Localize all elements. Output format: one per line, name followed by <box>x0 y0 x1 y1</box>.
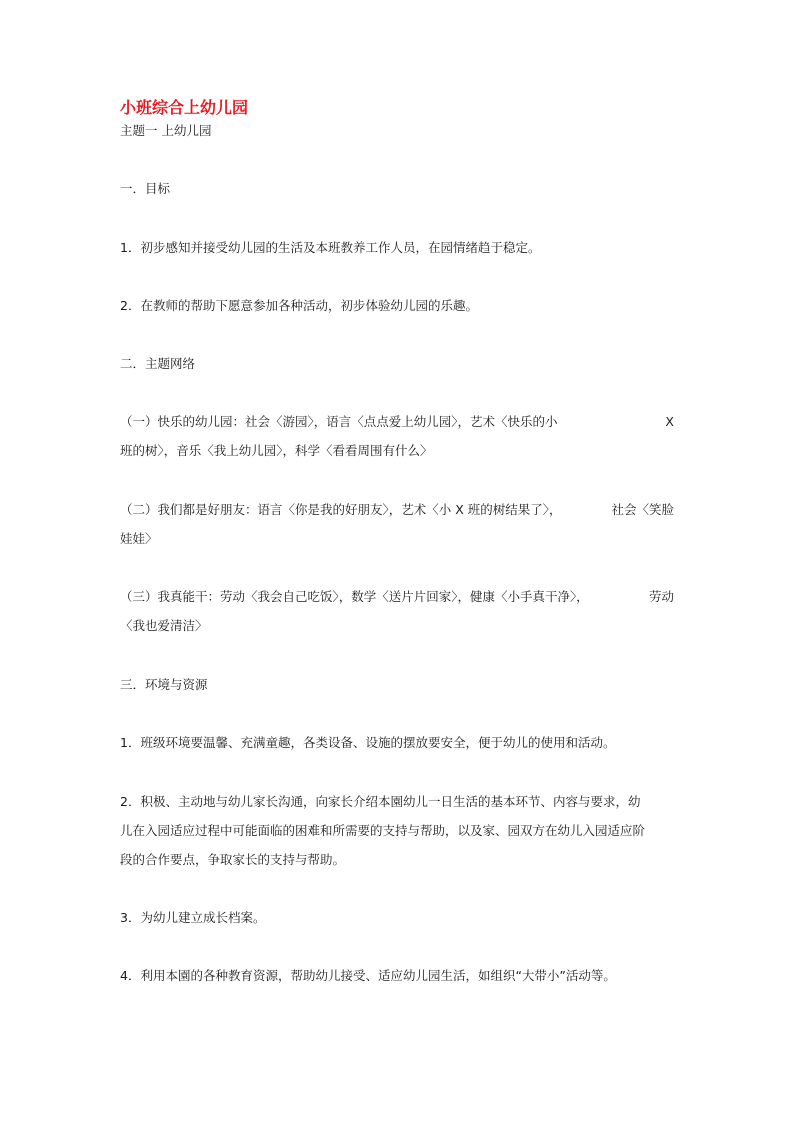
environment-item-1: 1．班级环境要温馨、充满童趣，各类设备、设施的摆放要安全，便于幼儿的使用和活动。 <box>120 735 616 750</box>
network-block-1-tail: X <box>665 414 674 429</box>
network-block-3-line-2: 〈我也爱清洁〉 <box>120 618 208 633</box>
environment-item-3: 3．为幼儿建立成长档案。 <box>120 910 266 925</box>
network-block-3-tail: 劳动 <box>648 589 674 604</box>
environment-item-4: 4．利用本園的各种教育资源，帮助幼儿接受、适应幼儿园生活，如组织“大带小”活动等。 <box>120 968 616 983</box>
environment-item-2-line-3: 段的合作要点，争取家长的支持与帮助。 <box>120 852 346 867</box>
network-block-2-line-1 <box>120 502 674 518</box>
network-block-1-line-1 <box>120 414 674 430</box>
section-heading-environment: 三．环境与资源 <box>120 677 208 692</box>
network-block-2-line-2: 娃娃〉 <box>120 531 158 546</box>
network-block-1-line-2: 班的树〉，音乐〈我上幼儿园〉，科学〈看看周围有什么〉 <box>120 443 433 458</box>
network-block-3-text: （三）我真能干：劳动〈我会自己吃饭〉，数学〈送片片回家〉，健康〈小手真干净〉， <box>120 589 589 604</box>
network-block-3-line-1 <box>120 589 674 605</box>
section-heading-network: 二．主题网络 <box>120 356 196 371</box>
network-block-2-tail: 社会〈笑脸 <box>611 502 674 517</box>
goal-item-1: 1．初步感知并接受幼儿园的生活及本班教养工作人员，在园情绪趋于稳定。 <box>120 240 541 255</box>
goal-item-2: 2．在教师的帮助下愿意参加各种活动，初步体验幼儿园的乐趣。 <box>120 298 478 313</box>
network-block-2-text: （二）我们都是好朋友：语言〈你是我的好朋友〉，艺术〈小 X 班的树结果了〉， <box>120 502 562 517</box>
network-block-1-text: （一）快乐的幼儿园：社会〈游园〉，语言〈点点爱上幼儿园〉，艺术〈快乐的小 <box>120 414 558 429</box>
environment-item-2-line-2: 儿在入园适应过程中可能面临的困难和所需要的支持与帮助，以及家、园双方在幼儿入园适应阶 <box>120 823 646 838</box>
theme-subtitle: 主题一 上幼儿园 <box>120 123 212 138</box>
page-title: 小班综合上幼儿园 <box>120 98 249 117</box>
section-heading-goals: 一．目标 <box>120 181 171 196</box>
environment-item-2-line-1: 2．积极、主动地与幼儿家长沟通，向家长介绍本園幼儿一日生活的基本环节、内容与要求，幼 <box>120 794 641 809</box>
